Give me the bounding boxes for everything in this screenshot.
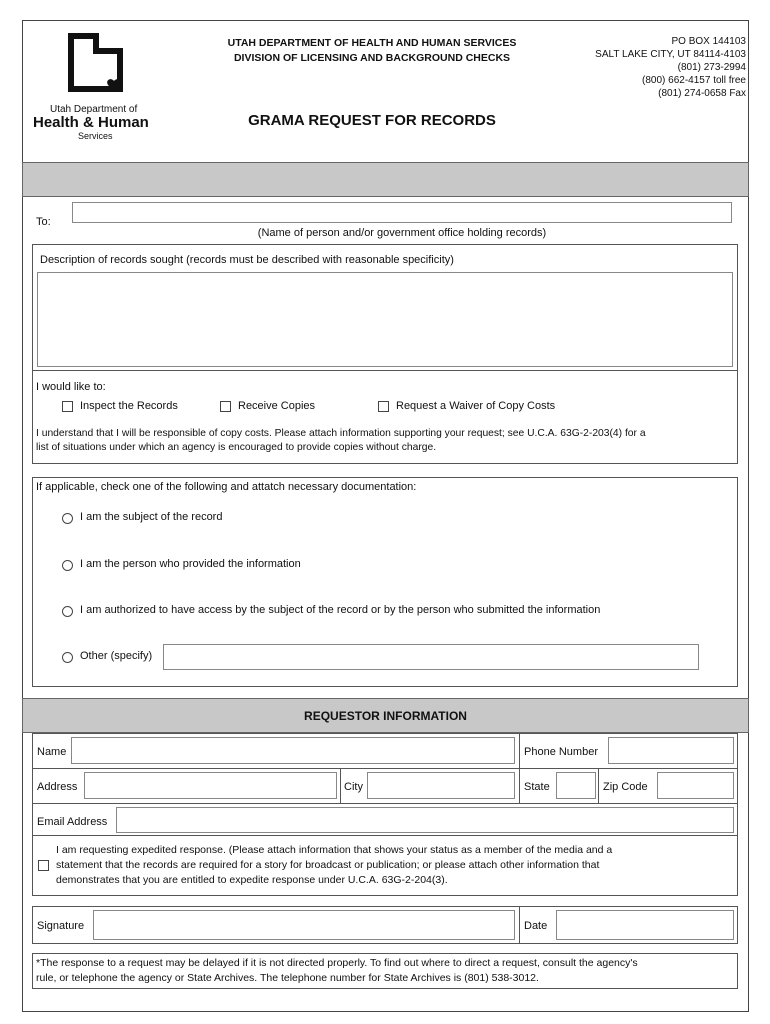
other-specify-field[interactable] xyxy=(163,644,699,670)
description-label: Description of records sought (records must be described with reasonable specificity) xyxy=(40,254,454,266)
receive-copies-checkbox[interactable] xyxy=(220,401,231,412)
expedited-response-checkbox[interactable] xyxy=(38,860,49,871)
waiver-copy-costs-checkbox[interactable] xyxy=(378,401,389,412)
address-line: (801) 274-0658 Fax xyxy=(658,88,746,99)
utah-state-logo-icon xyxy=(66,33,126,97)
form-title: GRAMA REQUEST FOR RECORDS xyxy=(248,112,496,129)
subject-of-record-radio[interactable] xyxy=(62,513,73,524)
state-label: State xyxy=(524,781,550,793)
signature-field[interactable] xyxy=(93,910,515,940)
copy-cost-note-line2: list of situations under which an agency is encouraged to provide copies without charge. xyxy=(36,442,437,453)
zip-code-label: Zip Code xyxy=(603,781,648,793)
state-field[interactable] xyxy=(556,772,596,799)
division-name: DIVISION OF LICENSING AND BACKGROUND CHECKS xyxy=(233,52,511,64)
applicable-intro: If applicable, check one of the following and attatch necessary documentation: xyxy=(36,481,417,493)
footer-note-line2: rule, or telephone the agency or State Archives. The telephone number for State Archives is (801) 538-3012. xyxy=(36,972,539,984)
other-label: Other (specify) xyxy=(80,650,153,662)
header-divider-band xyxy=(22,162,749,197)
city-field[interactable] xyxy=(367,772,515,799)
other-radio[interactable] xyxy=(62,652,73,663)
expedited-text-line2: statement that the records are required for a story for broadcast or publication; or please attach other information that xyxy=(56,859,600,871)
column-divider xyxy=(598,768,599,803)
agency-address xyxy=(560,35,746,100)
address-line: SALT LAKE CITY, UT 84114-4103 xyxy=(595,49,746,60)
requestor-section-title: REQUESTOR INFORMATION xyxy=(304,709,467,723)
department-name: UTAH DEPARTMENT OF HEALTH AND HUMAN SERVICES xyxy=(227,37,517,49)
row-divider xyxy=(32,803,738,804)
column-divider xyxy=(340,768,341,803)
to-caption: (Name of person and/or government office holding records) xyxy=(257,227,547,239)
inspect-records-label: Inspect the Records xyxy=(80,400,178,412)
address-field[interactable] xyxy=(84,772,337,799)
email-address-label: Email Address xyxy=(37,816,108,828)
waiver-copy-costs-label: Request a Waiver of Copy Costs xyxy=(396,400,556,412)
city-label: City xyxy=(344,781,363,793)
subject-of-record-label: I am the subject of the record xyxy=(80,511,223,523)
provided-information-radio[interactable] xyxy=(62,560,73,571)
address-line: PO BOX 144103 xyxy=(671,36,746,47)
to-recipient-field[interactable] xyxy=(72,202,732,223)
phone-number-label: Phone Number xyxy=(524,746,598,758)
signature-label: Signature xyxy=(37,920,85,932)
expedited-text-line1: I am requesting expedited response. (Please attach information that shows your status as a member of the media and a xyxy=(56,844,613,856)
date-field[interactable] xyxy=(556,910,734,940)
receive-copies-label: Receive Copies xyxy=(238,400,316,412)
column-divider xyxy=(519,906,520,944)
logo-text-line2: Health & Human xyxy=(33,114,149,131)
zip-code-field[interactable] xyxy=(657,772,734,799)
address-line: (800) 662-4157 toll free xyxy=(642,75,746,86)
provided-information-label: I am the person who provided the information xyxy=(80,558,301,570)
logo-text-line3: Services xyxy=(78,131,113,141)
authorized-access-label: I am authorized to have access by the subject of the record or by the person who submitted the information xyxy=(80,604,601,616)
logo-text-line1: Utah Department of xyxy=(50,104,138,115)
phone-number-field[interactable] xyxy=(608,737,734,764)
name-field[interactable] xyxy=(71,737,515,764)
copy-cost-note-line1: I understand that I will be responsible of copy costs. Please attach information supporting your request; see U.C.A. 63G-2-203(4) for a xyxy=(36,428,646,439)
request-type-intro: I would like to: xyxy=(36,381,106,393)
expedited-text-line3: demonstrates that you are entitled to expedite response under U.C.A. 63G-2-204(3). xyxy=(56,874,448,886)
name-label: Name xyxy=(37,746,67,758)
to-label: To: xyxy=(36,216,51,228)
email-address-field[interactable] xyxy=(116,807,734,833)
inspect-records-checkbox[interactable] xyxy=(62,401,73,412)
footer-note-line1: *The response to a request may be delayed if it is not directed properly. To find out where to direct a request, consult the agency's xyxy=(36,957,638,969)
address-line: (801) 273-2994 xyxy=(677,62,746,73)
date-label: Date xyxy=(524,920,548,932)
row-divider xyxy=(32,768,738,769)
address-label: Address xyxy=(37,781,78,793)
description-textarea[interactable] xyxy=(37,272,733,367)
column-divider xyxy=(519,733,520,803)
authorized-access-radio[interactable] xyxy=(62,606,73,617)
